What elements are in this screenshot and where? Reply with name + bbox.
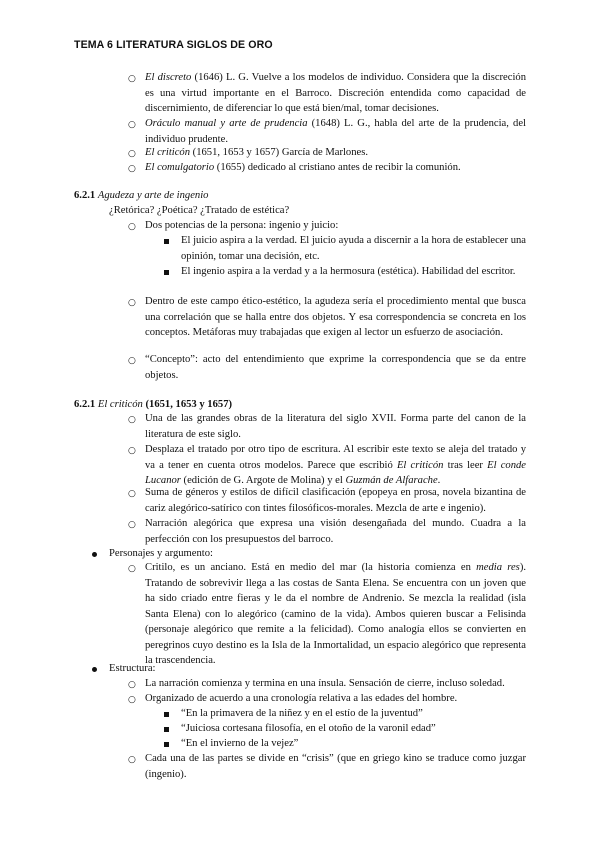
square-bullet-icon xyxy=(164,270,169,275)
circle-bullet-icon: ○ xyxy=(128,356,136,366)
intro-item-criticon: El criticón (1651, 1653 y 1657) García de Marlones. xyxy=(145,147,369,158)
personajes-heading: Personajes y argumento: xyxy=(109,548,213,559)
criticon-p4: Narración alegórica que expresa una visión desengañada del mundo. Cuadra a la perfección con los presupuestos del barroco. xyxy=(145,518,526,545)
critilo-item: Critilo, es un anciano. Está en medio del mar (la historia comienza en media res). Tratando de sobrevivir llega a las costas de Santa Elena. Se encuentra con un joven que ha sido criado entre fieras y le da el nombre de Andrenio. Se mezcla la realidad (isla Santa Elena) con lo alegórico (camino de la vida). Ambos quieren buscar a Felisinda (personaje alegórico que remite a la felicidad). Como analogía ellos se convierten en peregrinos cuyo destino es la Isla de la Inmortalidad, un espacio alegórico que representa la trascendencia. xyxy=(145,562,526,666)
concepto-item: “Concepto”: acto del entendimiento que exprime la correspondencia que se da entre objetos. xyxy=(145,354,526,381)
circle-bullet-icon: ○ xyxy=(128,298,136,308)
circle-bullet-icon: ○ xyxy=(128,120,136,130)
estructura-item-2: Organizado de acuerdo a una cronología relativa a las edades del hombre. xyxy=(145,693,458,704)
estructura-heading: Estructura: xyxy=(109,663,156,674)
circle-bullet-icon: ○ xyxy=(128,564,136,574)
ingenio-item: El ingenio aspira a la verdad y a la hermosura (estética). Habilidad del escritor. xyxy=(181,266,516,277)
section-question: ¿Retórica? ¿Poética? ¿Tratado de estética? xyxy=(109,205,290,216)
agudeza-item: Dentro de este campo ético-estético, la agudeza sería el procedimiento mental que busca una correlación que se halla entre dos objetos. Y esa correspondencia se concreta en los conceptos. Metáforas muy trabajadas que exigen al lector un esfuerzo de asociación. xyxy=(145,296,526,338)
circle-bullet-icon: ○ xyxy=(128,695,136,705)
potencias-item: Dos potencias de la persona: ingenio y juicio: xyxy=(145,220,339,231)
quote-item-3: “En el invierno de la vejez” xyxy=(181,738,299,749)
estructura-item-3: Cada una de las partes se divide en “crisis” (que en griego kino se traduce como juzgar (ingenio). xyxy=(145,753,526,780)
circle-bullet-icon: ○ xyxy=(128,222,136,232)
square-bullet-icon xyxy=(164,712,169,717)
circle-bullet-icon: ○ xyxy=(128,489,136,499)
circle-bullet-icon: ○ xyxy=(128,415,136,425)
circle-bullet-icon: ○ xyxy=(128,74,136,84)
bullet-dot-icon xyxy=(92,667,97,672)
square-bullet-icon xyxy=(164,239,169,244)
intro-item-discreto: El discreto (1646) L. G. Vuelve a los modelos de individuo. Considera que la discreción es una virtud importante en el Barroco. Discreción entendida como capacidad de discernimiento, de diferenciar lo que está bien/mal, tomar decisiones. xyxy=(145,72,526,114)
juicio-item: El juicio aspira a la verdad. El juicio ayuda a discernir a la hora de establecer una opinión, tomar una decisión, etc. xyxy=(181,235,526,262)
estructura-item-1: La narración comienza y termina en una ínsula. Sensación de cierre, incluso soledad. xyxy=(145,678,505,689)
criticon-p3: Suma de géneros y estilos de difícil clasificación (epopeya en prosa, novela bizantina de cariz alegórico-satírico con tintes filosóficos-morales. Mezcla de arte e ingenio). xyxy=(145,487,526,514)
section-heading-criticon: 6.2.1 El criticón (1651, 1653 y 1657) xyxy=(74,399,233,410)
quote-item-2: “Juiciosa cortesana filosofía, en el otoño de la varonil edad” xyxy=(181,723,436,734)
square-bullet-icon xyxy=(164,742,169,747)
square-bullet-icon xyxy=(164,727,169,732)
circle-bullet-icon: ○ xyxy=(128,446,136,456)
criticon-p2: Desplaza el tratado por otro tipo de escritura. Al escribir este texto se aleja del tratado y va a tener en cuenta otros modelos. Parece que escribió El criticón tras leer El conde Lucanor (edición de G. Argote de Molina) y el Guzmán de Alfarache. xyxy=(145,444,527,486)
circle-bullet-icon: ○ xyxy=(128,164,136,174)
circle-bullet-icon: ○ xyxy=(128,520,136,530)
circle-bullet-icon: ○ xyxy=(128,680,136,690)
page-title: TEMA 6 LITERATURA SIGLOS DE ORO xyxy=(74,39,273,51)
bullet-dot-icon xyxy=(92,552,97,557)
criticon-p1: Una de las grandes obras de la literatura del siglo XVII. Forma parte del canon de la literatura de este siglo. xyxy=(145,413,526,440)
section-heading-agudeza: 6.2.1 Agudeza y arte de ingenio xyxy=(74,190,209,201)
intro-item-oraculo: Oráculo manual y arte de prudencia (1648) L. G., habla del arte de la prudencia, del individuo prudente. xyxy=(145,118,526,145)
circle-bullet-icon: ○ xyxy=(128,755,136,765)
circle-bullet-icon: ○ xyxy=(128,149,136,159)
quote-item-1: “En la primavera de la niñez y en el estío de la juventud” xyxy=(181,708,423,719)
intro-item-comulgatorio: El comulgatorio (1655) dedicado al cristiano antes de recibir la comunión. xyxy=(145,162,461,173)
